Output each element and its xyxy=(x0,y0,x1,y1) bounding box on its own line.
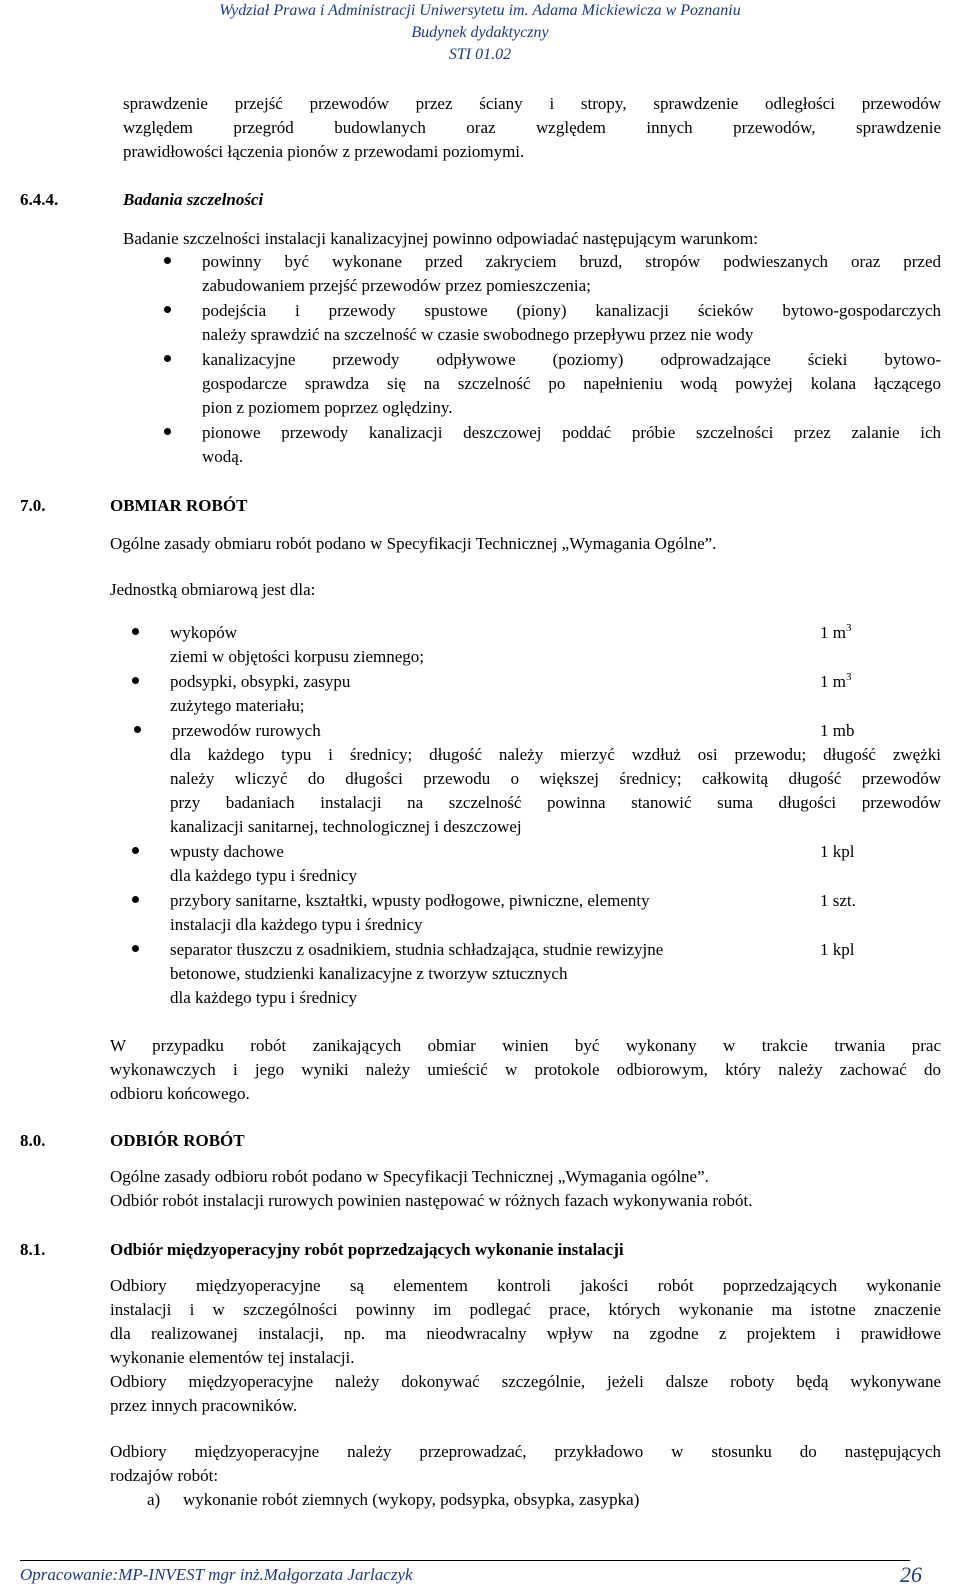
paragraph-line: Odbiory międzyoperacyjne należy dokonywać szczególnie, jeżeli dalsze roboty będą wykonywane xyxy=(110,1372,941,1391)
bullet-icon xyxy=(164,428,171,435)
bullet-icon xyxy=(164,355,171,362)
bullet-icon xyxy=(164,257,171,264)
item-desc: kanalizacji sanitarnej, technologicznej i deszczowej xyxy=(170,817,522,836)
footer-author: Opracowanie:MP-INVEST mgr inż.Małgorzata Jarlaczyk xyxy=(20,1565,413,1584)
section-title: OBMIAR ROBÓT xyxy=(110,496,248,515)
item-desc: dla każdego typu i średnicy xyxy=(170,866,357,885)
item-desc: betonowe, studzienki kanalizacyjne z tworzyw sztucznych xyxy=(170,964,568,983)
list-item: wykonanie robót ziemnych (wykopy, podsypka, obsypka, zasypka) xyxy=(183,1490,640,1509)
bullet-icon xyxy=(134,726,141,733)
section-number: 6.4.4. xyxy=(20,190,59,209)
bullet-icon xyxy=(132,847,139,854)
paragraph-line: wykonanie elementów tej instalacji. xyxy=(110,1348,355,1367)
item-desc: ziemi w objętości korpusu ziemnego; xyxy=(170,647,424,666)
bullet-text: zabudowaniem przejść przewodów przez pomieszczenia; xyxy=(202,276,591,295)
section-number: 7.0. xyxy=(20,496,46,515)
header-institution: Wydział Prawa i Administracji Uniwersytetu im. Adama Mickiewicza w Poznaniu xyxy=(219,2,741,19)
bullet-text: należy sprawdzić na szczelność w czasie swobodnego przepływu przez nie wody xyxy=(202,325,754,344)
paragraph-line: przez innych pracowników. xyxy=(110,1396,298,1415)
closing-line: W przypadku robót zanikających obmiar winien być wykonany w trakcie trwania prac xyxy=(110,1036,941,1055)
bullet-text: podejścia i przewody spustowe (piony) kanalizacji ścieków bytowo-gospodarczych xyxy=(202,301,941,320)
footer-divider xyxy=(20,1560,910,1561)
item-label: wpusty dachowe xyxy=(170,842,284,861)
item-label: przybory sanitarne, kształtki, wpusty podłogowe, piwniczne, elementy xyxy=(170,891,650,910)
intro-line: względem przegród budowlanych oraz względem innych przewodów, sprawdzenie xyxy=(123,118,941,137)
paragraph-line: dla realizowanej instalacji, np. ma nieodwracalny wpływ na zgodne z projektem i prawidłowe xyxy=(110,1324,941,1343)
section-title: Badania szczelności xyxy=(123,190,264,209)
section-number: 8.0. xyxy=(20,1131,46,1150)
list-marker: a) xyxy=(147,1490,161,1509)
bullet-text: pionowe przewody kanalizacji deszczowej poddać próbie szczelności przez zalanie ich xyxy=(202,423,941,442)
bullet-icon xyxy=(132,945,139,952)
item-desc: instalacji dla każdego typu i średnicy xyxy=(170,915,423,934)
bullet-text: powinny być wykonane przed zakryciem bruzd, stropów podwieszanych oraz przed xyxy=(202,252,941,271)
item-label: wykopów xyxy=(170,623,238,642)
paragraph-line: instalacji i w szczególności powinny im podlegać prace, których wykonanie ma istotne znaczenie xyxy=(110,1300,941,1319)
paragraph-line: Odbiory międzyoperacyjne są elementem kontroli jakości robót poprzedzających wykonanie xyxy=(110,1276,941,1295)
item-desc: zużytego materiału; xyxy=(170,696,305,715)
item-desc: dla każdego typu i średnicy; długość należy mierzyć wzdłuż osi przewodu; długość zwężki xyxy=(170,745,941,764)
section-line: Odbiór robót instalacji rurowych powinien następować w różnych fazach wykonywania robót. xyxy=(110,1191,753,1210)
item-unit: 1 $m^3$ xyxy=(820,671,852,691)
section-title: ODBIÓR ROBÓT xyxy=(110,1131,245,1150)
bullet-icon xyxy=(132,677,139,684)
item-unit: 1 szt. xyxy=(820,891,856,910)
section-title: Odbiór międzyoperacyjny robót poprzedzających wykonanie instalacji xyxy=(110,1240,624,1259)
closing-line: wykonawczych i jego wyniki należy umieścić w protokole odbiorowym, który należy zachować do xyxy=(110,1060,941,1079)
item-label: separator tłuszczu z osadnikiem, studnia schładzająca, studnie rewizyjne xyxy=(170,940,664,959)
unit-intro: Jednostką obmiarową jest dla: xyxy=(110,580,316,599)
section-general: Ogólne zasady obmiaru robót podano w Specyfikacji Technicznej „Wymagania Ogólne”. xyxy=(110,534,717,553)
paragraph-line: Odbiory międzyoperacyjne należy przeprowadzać, przykładowo w stosunku do następujących xyxy=(110,1442,941,1461)
page-number: 26 xyxy=(900,1562,922,1587)
section-lead: Badanie szczelności instalacji kanalizacyjnej powinno odpowiadać następującym warunkom: xyxy=(123,229,758,248)
closing-line: odbioru końcowego. xyxy=(110,1084,250,1103)
item-unit: 1 $m^3$ xyxy=(820,622,852,642)
bullet-text: wodą. xyxy=(202,447,244,466)
item-label: przewodów rurowych xyxy=(172,721,321,740)
item-unit: 1 kpl xyxy=(820,842,855,861)
bullet-text: kanalizacyjne przewody odpływowe (poziomy) odprowadzające ścieki bytowo- xyxy=(202,350,941,369)
section-number: 8.1. xyxy=(20,1240,46,1259)
header-building: Budynek dydaktyczny xyxy=(411,24,549,41)
bullet-icon xyxy=(164,306,171,313)
item-desc: należy wliczyć do długości przewodu o większej średnicy; całkowitą długość przewodów xyxy=(170,769,941,788)
section-line: Ogólne zasady odbioru robót podano w Specyfikacji Technicznej „Wymagania ogólne”. xyxy=(110,1167,709,1186)
header-spec-code: STI 01.02 xyxy=(448,46,512,63)
intro-line: prawidłowości łączenia pionów z przewodami poziomymi. xyxy=(123,142,525,161)
paragraph-line: rodzajów robót: xyxy=(110,1466,219,1485)
item-unit: 1 mb xyxy=(820,721,855,740)
item-label: podsypki, obsypki, zasypu xyxy=(170,672,351,691)
bullet-icon xyxy=(132,896,139,903)
item-unit: 1 kpl xyxy=(820,940,855,959)
item-desc: przy badaniach instalacji na szczelność powinna stanowić suma długości przewodów xyxy=(170,793,941,812)
bullet-text: gospodarcze sprawdza się na szczelność po napełnieniu wodą powyżej kolana łączącego xyxy=(202,374,941,393)
intro-line: sprawdzenie przejść przewodów przez ściany i stropy, sprawdzenie odległości przewodów xyxy=(123,94,941,113)
bullet-icon xyxy=(132,628,139,635)
bullet-text: pion z poziomem poprzez oględziny. xyxy=(202,398,453,417)
item-desc: dla każdego typu i średnicy xyxy=(170,988,357,1007)
